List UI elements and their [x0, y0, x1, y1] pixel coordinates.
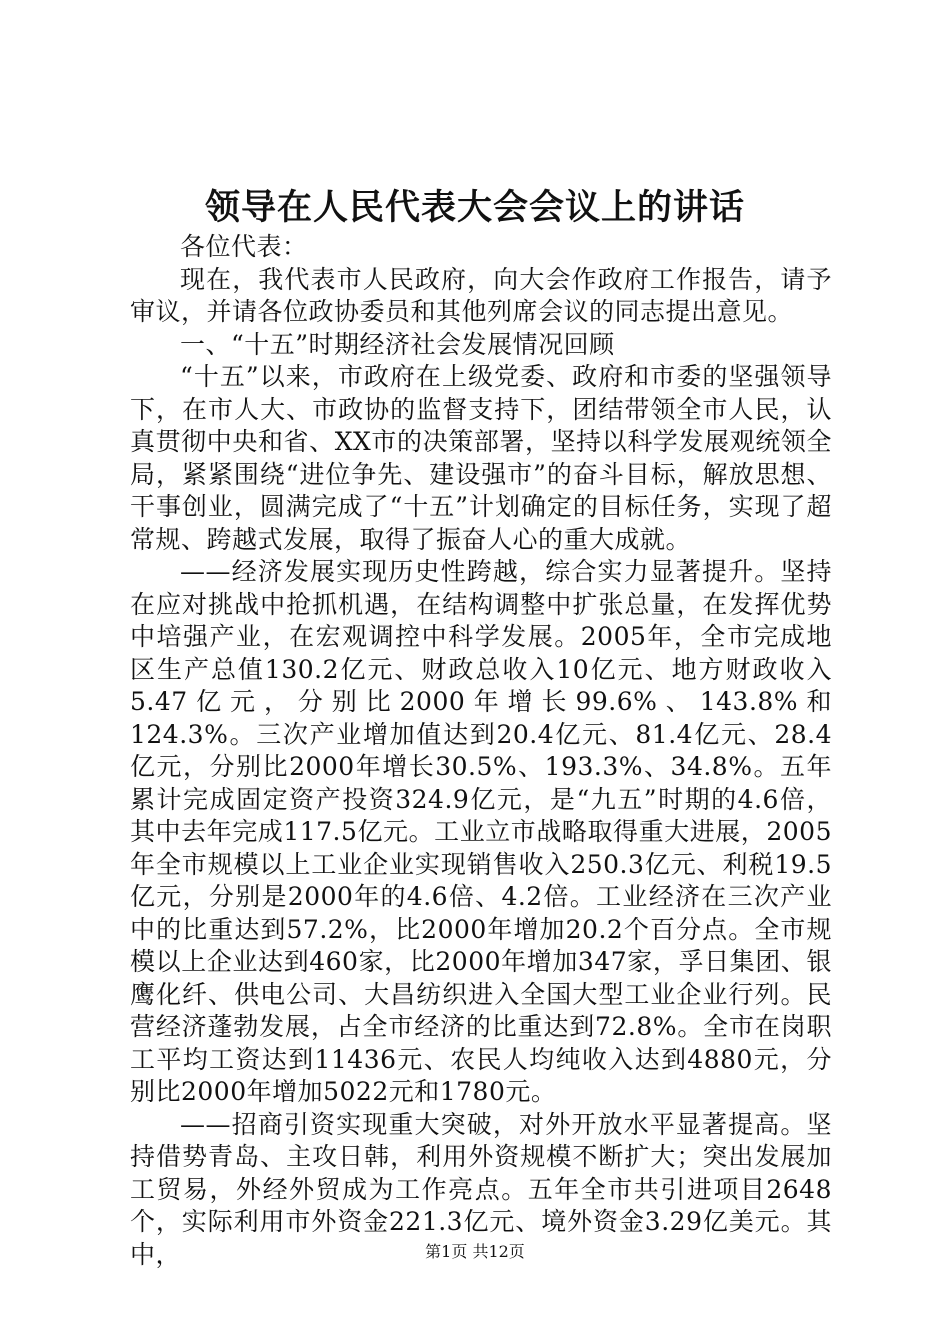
- document-title: 领导在人民代表大会会议上的讲话: [204, 187, 745, 228]
- review-paragraph: “十五”以来，市政府在上级党委、政府和市委的坚强领导下，在市人大、市政协的监督支持下，团结带领全市人民，认真贯彻中央和省、XX市的决策部署，坚持以科学发展观统领全局，紧紧围绕“进位争先、建设强市”的奋斗目标，解放思想、干事创业，圆满完成了“十五”计划确定的目标任务，实现了超常规、跨越式发展，取得了振奋人心的重大成就。: [130, 362, 832, 554]
- opening-paragraph: 现在，我代表市人民政府，向大会作政府工作报告，请予审议，并请各位政协委员和其他列席会议的同志提出意见。: [130, 264, 832, 326]
- investment-paragraph: ——招商引资实现重大突破，对外开放水平显著提高。坚持借势青岛、主攻日韩，利用外资规模不断扩大；突出发展加工贸易，外经外贸成为工作亮点。五年全市共引进项目2648个，实际利用市外资金221.3亿元、境外资金3.29亿美元。其中，: [130, 1109, 832, 1269]
- salutation-paragraph: 各位代表：: [180, 232, 308, 261]
- page-footer: 第1页 共12页: [425, 1242, 525, 1261]
- economy-paragraph: ——经济发展实现历史性跨越，综合实力显著提升。坚持在应对挑战中抢抓机遇，在结构调整中扩张总量，在发挥优势中培强产业，在宏观调控中科学发展。2005年，全市完成地区生产总值130.2亿元、财政总收入10亿元、地方财政收入5.47亿元，分别比2000年增长99.6%、143.8%和124.3%。三次产业增加值达到20.4亿元、81.4亿元、28.4亿元，分别比2000年增长30.5%、193.3%、34.8%。五年累计完成固定资产投资324.9亿元，是“九五”时期的4.6倍，其中去年完成117.5亿元。工业立市战略取得重大进展，2005年全市规模以上工业企业实现销售收入250.3亿元、利税19.5亿元，分别是2000年的4.6倍、4.2倍。工业经济在三次产业中的比重达到57.2%，比2000年增加20.2个百分点。全市规模以上企业达到460家，比2000年增加347家，孚日集团、银鹰化纤、供电公司、大昌纺织进入全国大型工业企业行列。民营经济蓬勃发展，占全市经济的比重达到72.8%。全市在岗职工平均工资达到11436元、农民人均纯收入达到4880元，分别比2000年增加5022元和1780元。: [130, 557, 832, 1106]
- document-body: [130, 231, 832, 1271]
- section-heading: 一、“十五”时期经济社会发展情况回顾: [180, 329, 615, 359]
